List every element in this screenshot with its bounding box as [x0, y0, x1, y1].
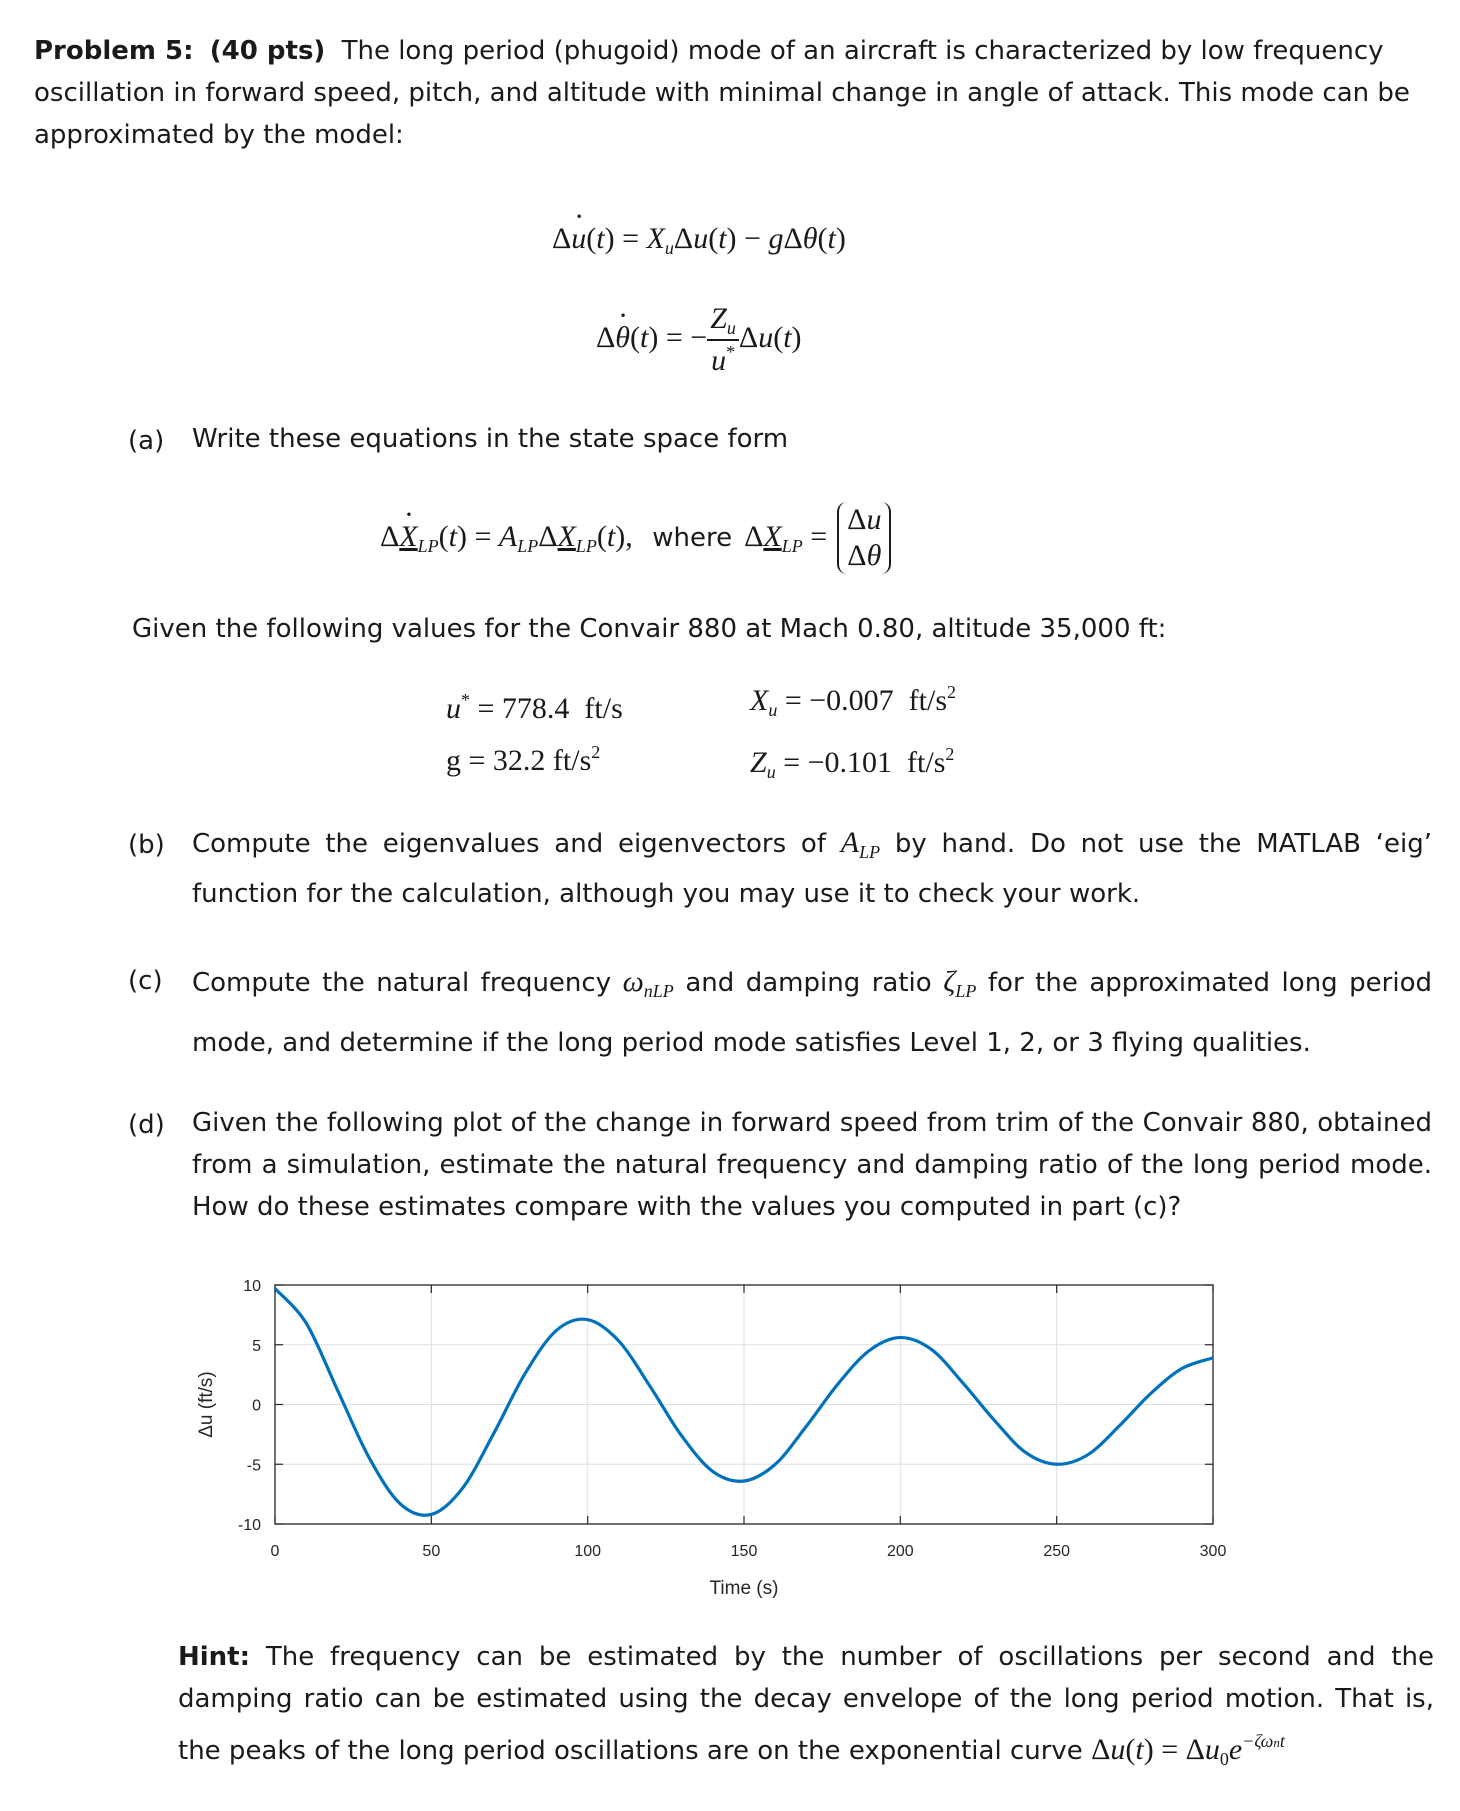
equation-theta-dot: Δθ ·(t) = − $\frac{Z_u}{u^*}$ Δu(t) — [596, 304, 802, 376]
problem-intro: The long period (phugoid) mode of an aircraft is characterized by low frequency oscillation in forward speed, pitch, and altitude with minimal change in angle of attack. This mode can be approximated by the model: — [34, 36, 1410, 150]
hint-label: Hint: — [178, 1642, 251, 1672]
hint-formula: $\Delta u(t) = \Delta u_0e^{-\zeta\omega nt}$ — [1091, 1731, 1285, 1769]
y-tick-label: -5 — [246, 1457, 261, 1475]
x-tick-label: 50 — [422, 1543, 441, 1560]
g-value: 32.2 — [492, 744, 546, 777]
x-tick-label: 250 — [1043, 1543, 1071, 1560]
part-b-text-1: Compute the eigenvalues and eigenvectors of — [192, 829, 826, 859]
part-d-label: (d) — [128, 1110, 165, 1140]
part-a-label: (a) — [128, 426, 165, 456]
x-tick-label: 200 — [886, 1543, 914, 1560]
x-tick-label: 0 — [270, 1543, 280, 1560]
part-b-text: Compute the eigenvalues and eigenvectors of $A_{LP}$ by hand. Do not use the MATLAB ‘eig’ function for the calculation, although you may use it to check your work. — [192, 826, 1432, 909]
u-star-unit: ft/s — [584, 692, 623, 725]
part-c-text-1: Compute the natural frequency — [192, 968, 612, 998]
y-tick-label: 5 — [252, 1337, 261, 1355]
problem-header: Problem 5: — [34, 36, 194, 66]
part-c-label: (c) — [128, 966, 163, 996]
value-Zu: $Z_u = -0.101$ $ft/s^2$ — [750, 744, 955, 782]
part-c-text-2: and damping ratio — [685, 968, 932, 998]
x-tick-label: 150 — [730, 1543, 758, 1560]
y-axis-label: Δu (ft/s) — [196, 1371, 217, 1438]
x-tick-label: 300 — [1199, 1543, 1227, 1560]
problem-points: (40 pts) — [209, 36, 326, 66]
part-a-text: Write these equations in the state space form — [192, 424, 789, 454]
chart-ticks — [238, 1278, 1227, 1560]
state-space-equation: $\Delta X \cdot_{LP}(t) = A_{LP}\Delta X_{LP}(t)$, where $\Delta X_{LP}$ = Δu Δθ — [380, 502, 891, 574]
value-g: g = 32.2 $ft/s^2$ — [446, 742, 601, 777]
state-vector: Δu Δθ — [837, 502, 891, 574]
zu-value: −0.101 — [807, 746, 893, 779]
where-text: where — [652, 523, 733, 553]
given-text: Given the following values for the Convair 880 at Mach 0.80, altitude 35,000 ft: — [132, 614, 1167, 644]
value-Xu: $X_u = -0.007$ $ft/s^2$ — [750, 682, 957, 720]
hint-text — [178, 1636, 1434, 1780]
y-tick-label: 10 — [243, 1278, 261, 1295]
value-u-star: u* = 778.4 ft/s — [446, 690, 623, 725]
part-b-label: (b) — [128, 830, 165, 860]
part-d-text: Given the following plot of the change in forward speed from trim of the Convair 880, obtained from a simulation, estimate the natural frequency and damping ratio of the long period mode. How do these estimates compare with the values you computed in part (c)? — [192, 1108, 1432, 1222]
part-b-text-2: by hand. Do not use the MATLAB ‘eig’ function for the calculation, although you may use it to check your work. — [192, 829, 1432, 909]
xu-value: −0.007 — [809, 684, 894, 717]
y-tick-label: -10 — [237, 1517, 261, 1534]
x-tick-label: 100 — [574, 1543, 602, 1560]
equation-u-dot: $\Delta u \cdot(t) = X_u\Delta u(t) - g\Delta\theta(t)$ — [552, 222, 846, 259]
x-axis-label: Time (s) — [709, 1578, 779, 1599]
y-tick-label: 0 — [252, 1397, 261, 1415]
part-c-text-3: for the approximated long period mode, and determine if the long period mode satisfies Level 1, 2, or 3 flying qualities. — [192, 968, 1433, 1058]
zu-unit: ft/s — [907, 746, 946, 779]
hint-body: The frequency can be estimated by the number of oscillations per second and the damping ratio can be estimated using the decay envelope of the long period motion. That is, the peaks of the long period oscillations are on the exponential curve — [178, 1642, 1434, 1766]
xu-unit: ft/s — [908, 684, 948, 717]
chart-grid — [275, 1285, 1213, 1524]
g-unit: ft/s — [552, 744, 592, 777]
u-star-value: 778.4 — [501, 692, 570, 725]
part-c-text: Compute the natural frequency $\omega_{nLP}$ and damping ratio $\zeta_{LP}$ for the approximated long period mode, and determine if the long period mode satisfies Level 1, 2, or 3 flying qualities. — [192, 965, 1433, 1058]
